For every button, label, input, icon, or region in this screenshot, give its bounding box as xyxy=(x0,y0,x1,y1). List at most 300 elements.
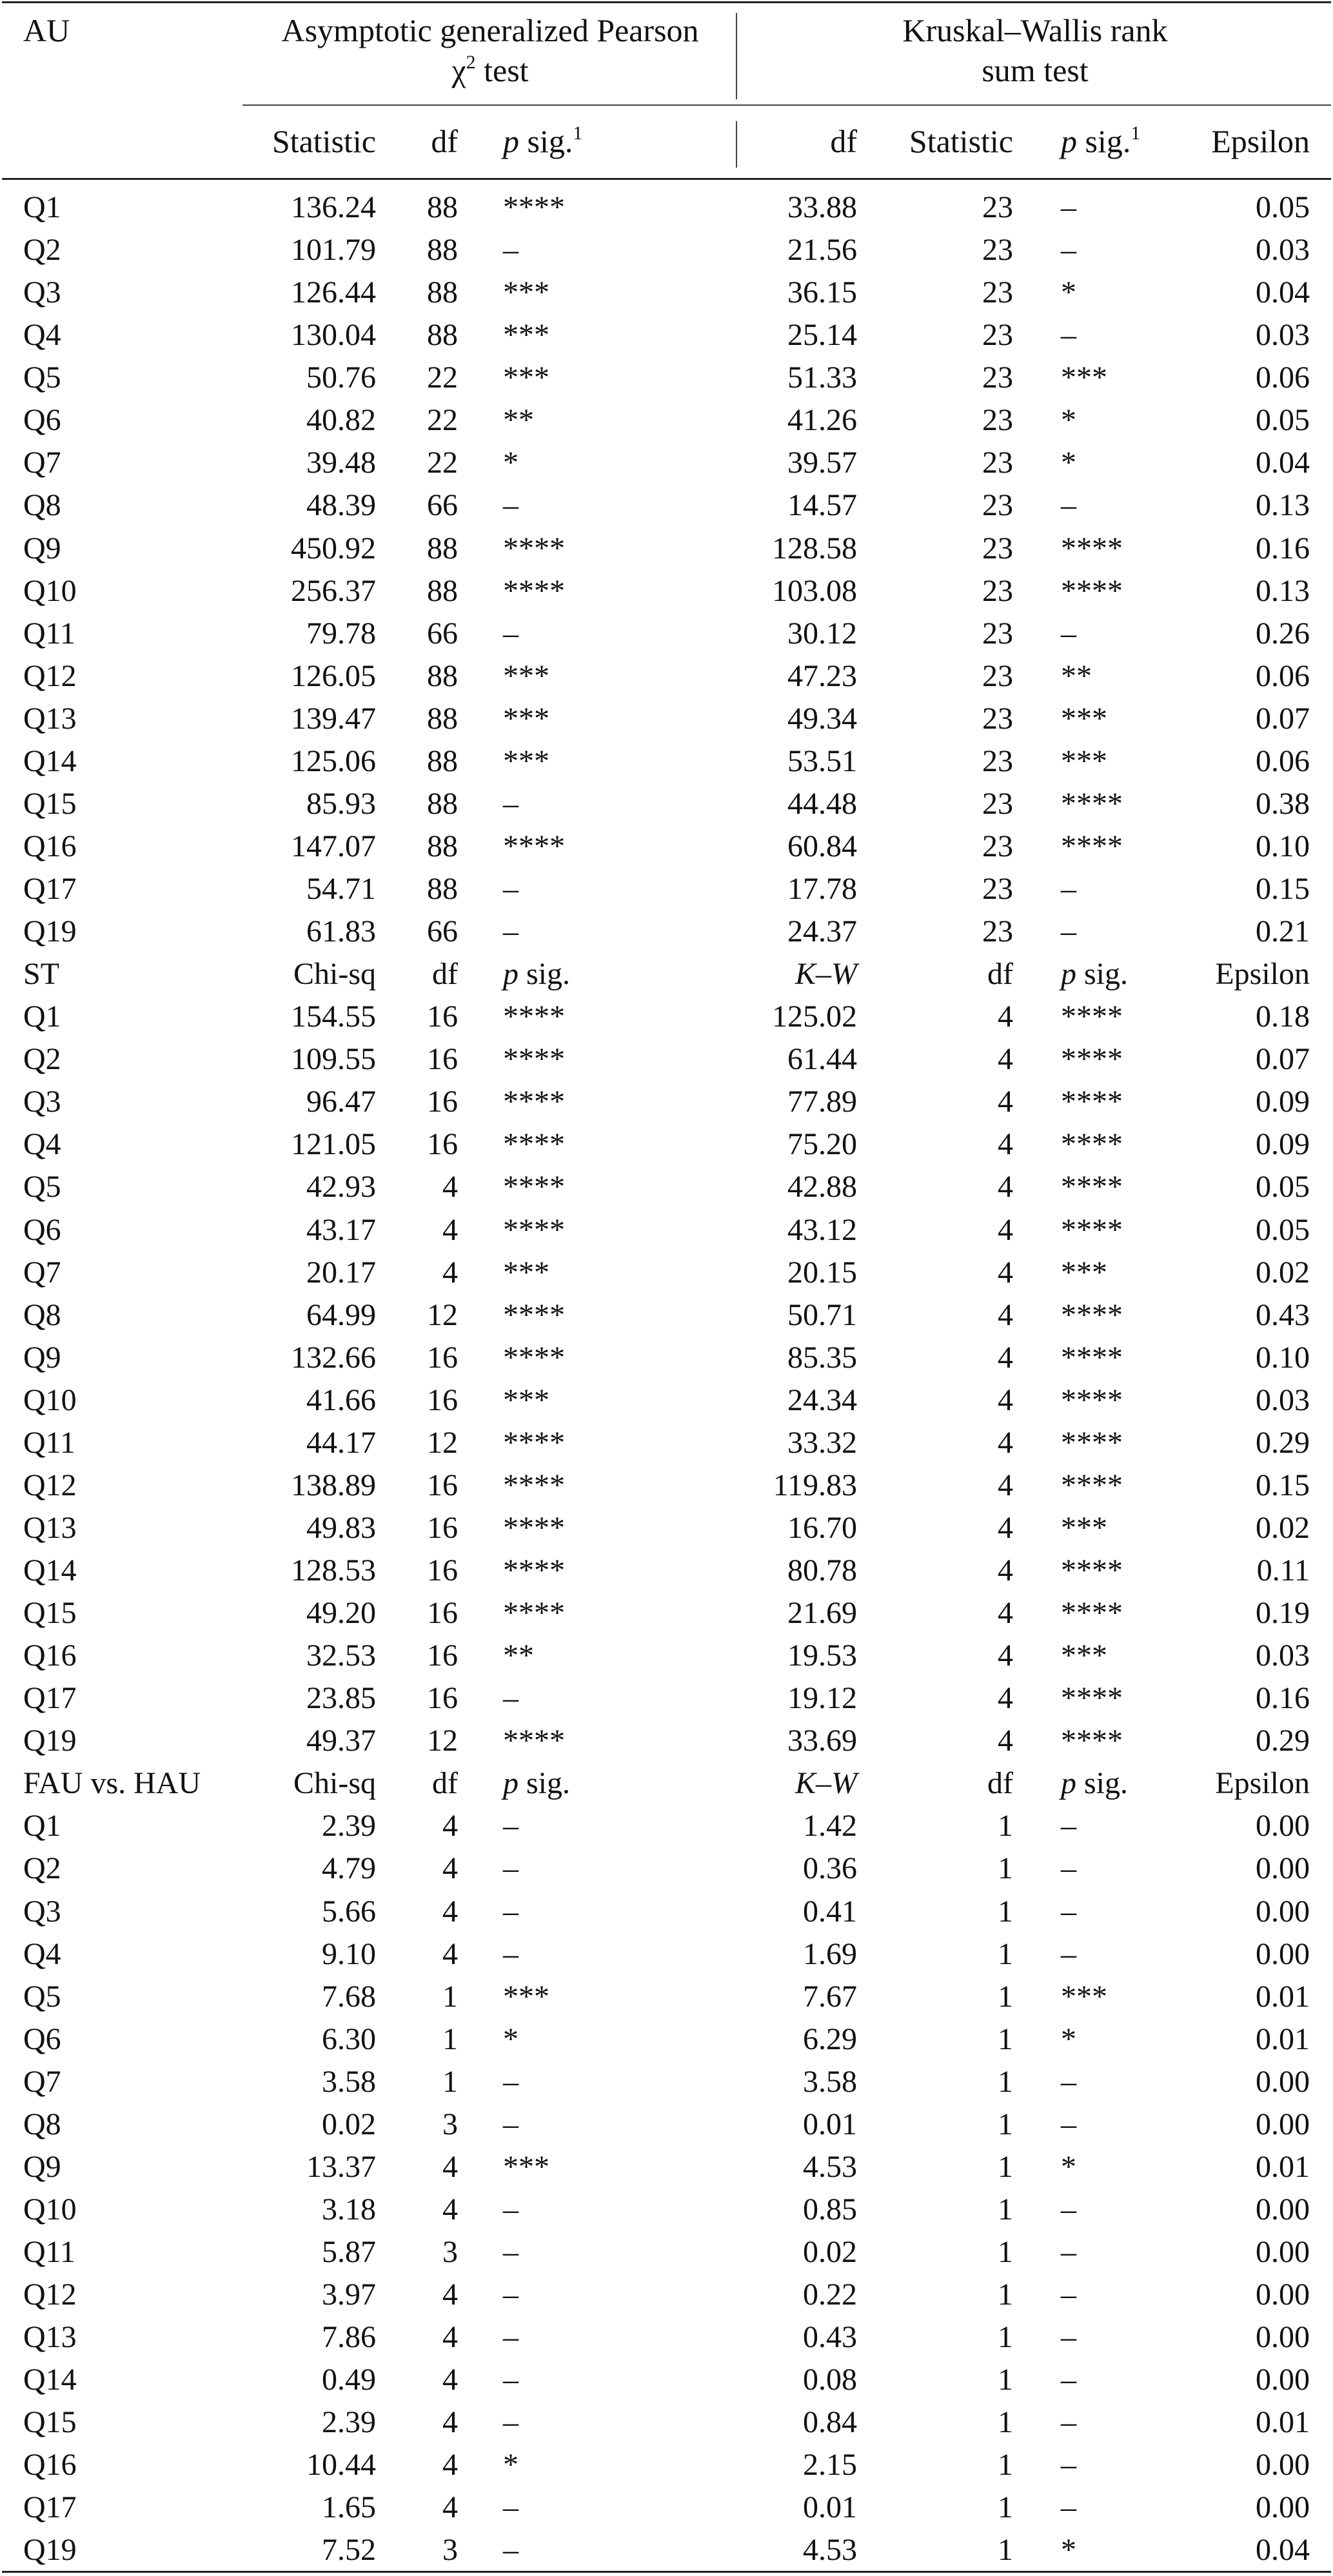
kw-statistic: 4 xyxy=(998,1085,1013,1119)
row-label: Q7 xyxy=(23,2064,61,2099)
kw-df: 103.08 xyxy=(772,573,857,608)
row-label: Q4 xyxy=(23,1127,61,1162)
pearson-statistic: 126.44 xyxy=(291,275,376,310)
kw-df: 43.12 xyxy=(787,1212,857,1247)
kw-p-sig: **** xyxy=(1061,1170,1123,1204)
kw-epsilon: 0.03 xyxy=(1256,233,1310,268)
header-au: AU xyxy=(23,12,70,48)
table-row xyxy=(0,2486,1333,2529)
kw-epsilon: 0.29 xyxy=(1256,1425,1310,1460)
table-row xyxy=(0,2401,1333,2444)
pearson-p-sig: * xyxy=(503,446,518,480)
kw-p-sig: – xyxy=(1061,190,1076,224)
header-pearson-line1: Asymptotic generalized Pearson xyxy=(281,12,699,48)
kw-epsilon: 0.13 xyxy=(1256,573,1310,608)
kw-epsilon: 0.03 xyxy=(1256,1382,1310,1417)
kw-p-sig: **** xyxy=(1061,1425,1123,1460)
table-row xyxy=(0,527,1333,570)
kw-p-sig: **** xyxy=(1061,1382,1123,1417)
p-italic: p xyxy=(1061,957,1076,992)
pearson-df: 16 xyxy=(427,1042,458,1077)
header-pearson-title xyxy=(258,10,722,90)
kw-p-sig: **** xyxy=(1061,1042,1123,1077)
pearson-statistic: 10.44 xyxy=(306,2448,376,2483)
kw-p-sig: **** xyxy=(1061,573,1123,608)
section-header-row xyxy=(0,953,1333,996)
kw-df: 0.02 xyxy=(803,2235,857,2269)
row-label: Q12 xyxy=(23,2277,77,2312)
pearson-statistic: 3.58 xyxy=(322,2064,376,2099)
table-row xyxy=(0,1252,1333,1294)
pearson-statistic: 2.39 xyxy=(322,1809,376,1844)
pearson-df: df xyxy=(432,1766,458,1801)
kw-epsilon: 0.43 xyxy=(1256,1297,1310,1332)
pearson-df: 12 xyxy=(427,1297,458,1332)
row-label: Q1 xyxy=(23,190,61,224)
kw-df: 19.53 xyxy=(787,1638,857,1673)
kw-p-sig: *** xyxy=(1061,1510,1107,1545)
pearson-p-sig: **** xyxy=(503,1085,565,1119)
kw-p-sig: – xyxy=(1061,2235,1076,2269)
kw-df: 24.34 xyxy=(787,1382,857,1417)
row-label: Q9 xyxy=(23,531,61,565)
kw-epsilon: 0.29 xyxy=(1256,1724,1310,1758)
row-label: FAU vs. HAU xyxy=(23,1766,201,1801)
kw-df: 60.84 xyxy=(787,829,857,863)
kw-df: 33.32 xyxy=(787,1425,857,1460)
kw-epsilon: 0.26 xyxy=(1256,616,1310,651)
pearson-df: 16 xyxy=(427,1596,458,1631)
kw-p-sig: * xyxy=(1061,2021,1076,2056)
p-italic: p xyxy=(503,957,518,992)
pearson-df: 88 xyxy=(427,233,458,268)
kw-statistic: 4 xyxy=(998,1681,1013,1716)
pearson-statistic: 79.78 xyxy=(306,616,376,651)
pearson-p-sig: – xyxy=(503,1851,518,1886)
pearson-statistic: 61.83 xyxy=(306,914,376,949)
row-label: Q12 xyxy=(23,658,77,693)
kw-epsilon: 0.16 xyxy=(1256,531,1310,565)
row-label: Q4 xyxy=(23,1936,61,1971)
table-row xyxy=(0,655,1333,698)
row-label: Q8 xyxy=(23,2107,61,2141)
kw-statistic: 1 xyxy=(998,1851,1013,1886)
table-row xyxy=(0,1677,1333,1720)
kw-p-sig: – xyxy=(1061,233,1076,268)
pearson-p-sig: *** xyxy=(503,701,549,736)
subheader-sig: sig. xyxy=(519,123,573,159)
kw-p-sig: * xyxy=(1061,275,1076,310)
kw-statistic: 4 xyxy=(998,1212,1013,1247)
pearson-p-sig: **** xyxy=(503,829,565,863)
row-label: Q6 xyxy=(23,2021,61,2056)
table-row xyxy=(0,1422,1333,1464)
table-row xyxy=(0,1976,1333,2018)
kw-p-sig: – xyxy=(1061,2363,1076,2397)
pearson-p-sig: – xyxy=(503,1681,518,1716)
subheader-df: df xyxy=(431,123,458,159)
kw-epsilon: 0.05 xyxy=(1256,403,1310,438)
kw-p-sig: – xyxy=(1061,1894,1076,1929)
pearson-df: 88 xyxy=(427,275,458,310)
kw-epsilon: 0.07 xyxy=(1256,701,1310,736)
kw-epsilon: 0.03 xyxy=(1256,1638,1310,1673)
table-row xyxy=(0,314,1333,357)
kw-df: 33.88 xyxy=(787,190,857,224)
pearson-df: 3 xyxy=(442,2235,458,2269)
row-label: Q15 xyxy=(23,2405,77,2440)
pearson-df: 3 xyxy=(442,2533,458,2568)
kw-epsilon: 0.00 xyxy=(1256,2490,1310,2525)
kw-statistic: 4 xyxy=(998,1468,1013,1502)
pearson-df: 66 xyxy=(427,616,458,651)
pearson-df: 88 xyxy=(427,658,458,693)
pearson-p-sig: p sig. xyxy=(503,1766,571,1801)
table-row xyxy=(0,2018,1333,2061)
table-row xyxy=(0,1720,1333,1762)
kw-statistic: 1 xyxy=(998,2363,1013,2397)
kw-statistic: 4 xyxy=(998,1638,1013,1673)
row-label: Q6 xyxy=(23,1212,61,1247)
pearson-statistic: 130.04 xyxy=(291,318,376,353)
kw-statistic: 23 xyxy=(982,573,1013,608)
pearson-p-sig: – xyxy=(503,1809,518,1844)
pearson-df: 88 xyxy=(427,190,458,224)
header-divider-top xyxy=(736,13,737,99)
row-label: Q12 xyxy=(23,1468,77,1502)
kw-statistic: 23 xyxy=(982,446,1013,480)
table-row xyxy=(0,271,1333,314)
pearson-p-sig: – xyxy=(503,2192,518,2227)
pearson-p-sig: – xyxy=(503,786,518,821)
kw-p-sig: *** xyxy=(1061,1979,1107,2014)
row-label: Q19 xyxy=(23,914,77,949)
kw-p-sig: – xyxy=(1061,2320,1076,2355)
kw-epsilon: 0.00 xyxy=(1256,2320,1310,2355)
pearson-statistic: 256.37 xyxy=(291,573,376,608)
table-row xyxy=(0,1337,1333,1379)
pearson-df: 22 xyxy=(427,446,458,480)
row-label: Q4 xyxy=(23,318,61,353)
pearson-statistic: 4.79 xyxy=(322,1851,376,1886)
kw-p-sig: – xyxy=(1061,488,1076,523)
kw-epsilon: 0.00 xyxy=(1256,1894,1310,1929)
kw-statistic: 23 xyxy=(982,872,1013,906)
table-row xyxy=(0,1635,1333,1677)
kw-df: 17.78 xyxy=(787,872,857,906)
table-row xyxy=(0,1592,1333,1635)
p-italic: p xyxy=(503,1766,518,1801)
pearson-df: 66 xyxy=(427,914,458,949)
kw-statistic: 1 xyxy=(998,2107,1013,2141)
kw-epsilon: 0.01 xyxy=(1256,2149,1310,2184)
row-label: Q19 xyxy=(23,1724,77,1758)
header-chi-test: test xyxy=(475,52,529,88)
kw-epsilon: 0.18 xyxy=(1256,999,1310,1034)
kw-df: 75.20 xyxy=(787,1127,857,1162)
kw-epsilon: 0.06 xyxy=(1256,658,1310,693)
kw-p-sig: – xyxy=(1061,1809,1076,1844)
pearson-df: 66 xyxy=(427,488,458,523)
pearson-df: 16 xyxy=(427,1340,458,1375)
kw-df: 50.71 xyxy=(787,1297,857,1332)
pearson-df: 4 xyxy=(442,1809,458,1844)
pearson-p-sig: *** xyxy=(503,1382,549,1417)
row-label: Q13 xyxy=(23,1510,77,1545)
pearson-p-sig: **** xyxy=(503,1468,565,1502)
table-row xyxy=(0,1123,1333,1166)
kw-epsilon: 0.09 xyxy=(1256,1127,1310,1162)
kw-df: 36.15 xyxy=(787,275,857,310)
pearson-df: 16 xyxy=(427,1553,458,1588)
kw-epsilon: 0.13 xyxy=(1256,488,1310,523)
kw-df: 0.01 xyxy=(803,2107,857,2141)
kw-epsilon: 0.38 xyxy=(1256,786,1310,821)
kw-p-sig: **** xyxy=(1061,1553,1123,1588)
pearson-statistic: 136.24 xyxy=(291,190,376,224)
subheader2-statistic: Statistic xyxy=(909,123,1013,159)
p-italic: p xyxy=(1061,1766,1076,1801)
pearson-df: 4 xyxy=(442,1936,458,1971)
kw-p-sig: *** xyxy=(1061,701,1107,736)
kw-p-sig: – xyxy=(1061,2490,1076,2525)
kw-p-sig: **** xyxy=(1061,1724,1123,1758)
kw-epsilon: 0.03 xyxy=(1256,318,1310,353)
pearson-statistic: 20.17 xyxy=(306,1255,376,1290)
kw-statistic: df xyxy=(987,1766,1013,1801)
kw-statistic: 1 xyxy=(998,2490,1013,2525)
kw-statistic: 23 xyxy=(982,829,1013,863)
subheader2-footnote: 1 xyxy=(1131,123,1141,144)
kw-epsilon: 0.00 xyxy=(1256,2363,1310,2397)
top-rule xyxy=(2,1,1331,3)
kw-statistic: 4 xyxy=(998,1127,1013,1162)
kw-df: 85.35 xyxy=(787,1340,857,1375)
pearson-df: 3 xyxy=(442,2107,458,2141)
row-label: Q16 xyxy=(23,1638,77,1673)
kw-statistic: 1 xyxy=(998,1809,1013,1844)
kw-p-sig: **** xyxy=(1061,999,1123,1034)
kw-epsilon: 0.02 xyxy=(1256,1510,1310,1545)
kw-statistic: 4 xyxy=(998,1596,1013,1631)
pearson-df: 4 xyxy=(442,2277,458,2312)
kw-p-sig: **** xyxy=(1061,829,1123,863)
row-label: Q11 xyxy=(23,616,75,651)
pearson-p-sig: – xyxy=(503,616,518,651)
pearson-p-sig: **** xyxy=(503,1340,565,1375)
pearson-p-sig: – xyxy=(503,2235,518,2269)
pearson-statistic: 154.55 xyxy=(291,999,376,1034)
table-row xyxy=(0,1507,1333,1549)
kw-epsilon: 0.15 xyxy=(1256,1468,1310,1502)
kw-p-sig: – xyxy=(1061,2107,1076,2141)
kw-epsilon: 0.00 xyxy=(1256,2235,1310,2269)
pearson-df: 88 xyxy=(427,872,458,906)
pearson-df: 4 xyxy=(442,1255,458,1290)
kw-statistic: 23 xyxy=(982,190,1013,224)
kw-epsilon: 0.06 xyxy=(1256,360,1310,395)
kw-df: 33.69 xyxy=(787,1724,857,1758)
pearson-p-sig: ** xyxy=(503,403,534,438)
pearson-statistic: 49.37 xyxy=(306,1724,376,1758)
pearson-statistic: Chi-sq xyxy=(293,1766,376,1801)
kw-p-sig: *** xyxy=(1061,1638,1107,1673)
kw-statistic: 1 xyxy=(998,2320,1013,2355)
kw-statistic: 1 xyxy=(998,1979,1013,2014)
row-label: Q9 xyxy=(23,2149,61,2184)
row-label: Q16 xyxy=(23,829,77,863)
row-label: Q17 xyxy=(23,1681,77,1716)
pearson-df: 88 xyxy=(427,829,458,863)
pearson-df: 88 xyxy=(427,786,458,821)
pearson-p-sig: – xyxy=(503,1894,518,1929)
subheader2-p: p xyxy=(1061,123,1077,159)
row-label: Q3 xyxy=(23,1085,61,1119)
kw-df: K–W xyxy=(795,1766,857,1801)
pearson-statistic: 3.97 xyxy=(322,2277,376,2312)
table-row xyxy=(0,442,1333,484)
kw-p-sig: **** xyxy=(1061,1596,1123,1631)
pearson-statistic: 5.66 xyxy=(322,1894,376,1929)
table-row xyxy=(0,2359,1333,2401)
kw-p-sig: **** xyxy=(1061,531,1123,565)
row-label: Q16 xyxy=(23,2448,77,2483)
pearson-df: 4 xyxy=(442,2192,458,2227)
pearson-statistic: 139.47 xyxy=(291,701,376,736)
kw-statistic: 1 xyxy=(998,2235,1013,2269)
pearson-statistic: 109.55 xyxy=(291,1042,376,1077)
kw-epsilon: 0.01 xyxy=(1256,2021,1310,2056)
pearson-p-sig: **** xyxy=(503,1170,565,1204)
pearson-p-sig: *** xyxy=(503,1255,549,1290)
header-chi-superscript: 2 xyxy=(466,52,476,74)
table-row xyxy=(0,1847,1333,1890)
table-row xyxy=(0,2316,1333,2359)
pearson-statistic: 1.65 xyxy=(322,2490,376,2525)
kw-df: 25.14 xyxy=(787,318,857,353)
pearson-statistic: 3.18 xyxy=(322,2192,376,2227)
row-label: Q7 xyxy=(23,446,61,480)
row-label: Q10 xyxy=(23,573,77,608)
row-label: Q13 xyxy=(23,2320,77,2355)
kw-statistic: df xyxy=(987,957,1013,992)
header-kw-line1: Kruskal–Wallis rank xyxy=(902,12,1168,48)
kw-df: 42.88 xyxy=(787,1170,857,1204)
kw-df: 16.70 xyxy=(787,1510,857,1545)
pearson-statistic: 9.10 xyxy=(322,1936,376,1971)
kw-df: 61.44 xyxy=(787,1042,857,1077)
pearson-p-sig: **** xyxy=(503,1297,565,1332)
kw-p-sig: – xyxy=(1061,872,1076,906)
kw-df: 6.29 xyxy=(803,2021,857,2056)
pearson-statistic: 450.92 xyxy=(291,531,376,565)
pearson-df: 4 xyxy=(442,1170,458,1204)
kw-epsilon: 0.10 xyxy=(1256,829,1310,863)
kw-p-sig: **** xyxy=(1061,786,1123,821)
pearson-df: 4 xyxy=(442,1851,458,1886)
pearson-df: 4 xyxy=(442,2149,458,2184)
row-label: Q19 xyxy=(23,2533,77,2568)
kw-p-sig: * xyxy=(1061,2149,1076,2184)
pearson-statistic: 7.52 xyxy=(322,2533,376,2568)
pearson-p-sig: – xyxy=(503,2277,518,2312)
table-row xyxy=(0,1209,1333,1252)
table-row xyxy=(0,2061,1333,2103)
header-kw-title xyxy=(751,10,1319,90)
kw-p-sig: – xyxy=(1061,1851,1076,1886)
pearson-df: 88 xyxy=(427,743,458,778)
kw-df: 3.58 xyxy=(803,2064,857,2099)
pearson-statistic: 132.66 xyxy=(291,1340,376,1375)
pearson-p-sig: **** xyxy=(503,1724,565,1758)
pearson-p-sig: – xyxy=(503,2064,518,2099)
subheader2-df: df xyxy=(830,123,857,159)
kw-p-sig: – xyxy=(1061,2192,1076,2227)
kw-statistic: 1 xyxy=(998,1936,1013,1971)
row-label: Q11 xyxy=(23,1425,75,1460)
pearson-statistic: 121.05 xyxy=(291,1127,376,1162)
kw-epsilon: 0.04 xyxy=(1256,446,1310,480)
pearson-df: 88 xyxy=(427,573,458,608)
kw-p-sig: p sig. xyxy=(1061,957,1129,992)
row-label: Q17 xyxy=(23,2490,77,2525)
row-label: Q7 xyxy=(23,1255,61,1290)
pearson-df: 12 xyxy=(427,1724,458,1758)
table-row xyxy=(0,1549,1333,1592)
kw-statistic: 23 xyxy=(982,403,1013,438)
pearson-statistic: 7.68 xyxy=(322,1979,376,2014)
kw-df: 4.53 xyxy=(803,2149,857,2184)
pearson-statistic: 23.85 xyxy=(306,1681,376,1716)
kw-df: 0.36 xyxy=(803,1851,857,1886)
kw-statistic: 23 xyxy=(982,658,1013,693)
row-label: Q8 xyxy=(23,1297,61,1332)
kw-statistic: 23 xyxy=(982,743,1013,778)
pearson-p-sig: **** xyxy=(503,1425,565,1460)
kw-df: 119.83 xyxy=(773,1468,857,1502)
pearson-df: 4 xyxy=(442,2405,458,2440)
row-label: Q10 xyxy=(23,1382,77,1417)
pearson-p-sig: – xyxy=(503,488,518,523)
kw-statistic: 23 xyxy=(982,914,1013,949)
table-row xyxy=(0,2444,1333,2486)
kw-df: 2.15 xyxy=(803,2448,857,2483)
pearson-df: 16 xyxy=(427,1127,458,1162)
pearson-df: 4 xyxy=(442,2448,458,2483)
kw-statistic: 4 xyxy=(998,1340,1013,1375)
kw-df: 0.01 xyxy=(803,2490,857,2525)
kw-p-sig: *** xyxy=(1061,743,1107,778)
kw-df: 51.33 xyxy=(787,360,857,395)
pearson-df: 12 xyxy=(427,1425,458,1460)
pearson-df: 16 xyxy=(427,1382,458,1417)
kw-epsilon: 0.00 xyxy=(1256,2192,1310,2227)
kw-p-sig: **** xyxy=(1061,1468,1123,1502)
pearson-p-sig: – xyxy=(503,872,518,906)
row-label: Q15 xyxy=(23,1596,77,1631)
kw-p-sig: ** xyxy=(1061,658,1092,693)
kw-statistic: 4 xyxy=(998,1724,1013,1758)
row-label: Q14 xyxy=(23,1553,77,1588)
kw-epsilon: 0.02 xyxy=(1256,1255,1310,1290)
bottom-rule xyxy=(2,2571,1331,2573)
pearson-df: 22 xyxy=(427,403,458,438)
kw-p-sig: – xyxy=(1061,1936,1076,1971)
kw-statistic: 4 xyxy=(998,999,1013,1034)
kw-df: K–W xyxy=(795,957,857,992)
row-label: Q11 xyxy=(23,2235,75,2269)
table-row xyxy=(0,1464,1333,1507)
